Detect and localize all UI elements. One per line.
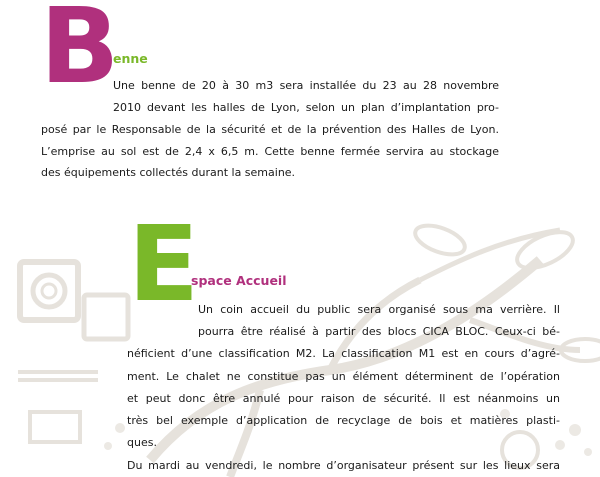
heading-benne: enne <box>113 51 148 66</box>
benne-line-2: 2010 devant les halles de Lyon, selon un plan d’implantation pro- <box>113 101 499 114</box>
espace-line-6: très bel exemple d’application de recyclage de bois et matières plasti- <box>127 414 560 427</box>
espace-line-4: ment. Le chalet ne constitue pas un élément déterminent de l’opération <box>127 370 560 383</box>
espace-line-5: et peut donc être annulé pour raison de sécurité. Il est néanmoins un <box>127 392 560 405</box>
espace-line-3: néficient d’une classification M2. La classification M1 est en cours d’agré- <box>127 347 560 360</box>
benne-line-4: L’emprise au sol est de 2,4 x 6,5 m. Cette benne fermée servira au stockage <box>41 145 499 158</box>
espace-line-8: Du mardi au vendredi, le nombre d’organisateur présent sur les lieux sera <box>127 459 560 472</box>
benne-line-3: posé par le Responsable de la sécurité et de la prévention des Halles de Lyon. <box>41 123 499 136</box>
espace-line-2: pourra être réalisé à partir des blocs CICA BLOC. Ceux-ci bé- <box>198 325 560 338</box>
espace-line-1: Un coin accueil du public sera organisé sous ma verrière. Il <box>198 303 560 316</box>
benne-line-1: Une benne de 20 à 30 m3 sera installée du 23 au 28 novembre <box>113 79 499 92</box>
heading-espace-accueil: space Accueil <box>191 273 287 288</box>
espace-line-7: ques. <box>127 436 157 449</box>
benne-line-5: des équipements collectés durant la semaine. <box>41 166 296 179</box>
dropcap-espace-accueil: E <box>128 203 200 325</box>
dropcap-benne: B <box>40 0 120 107</box>
